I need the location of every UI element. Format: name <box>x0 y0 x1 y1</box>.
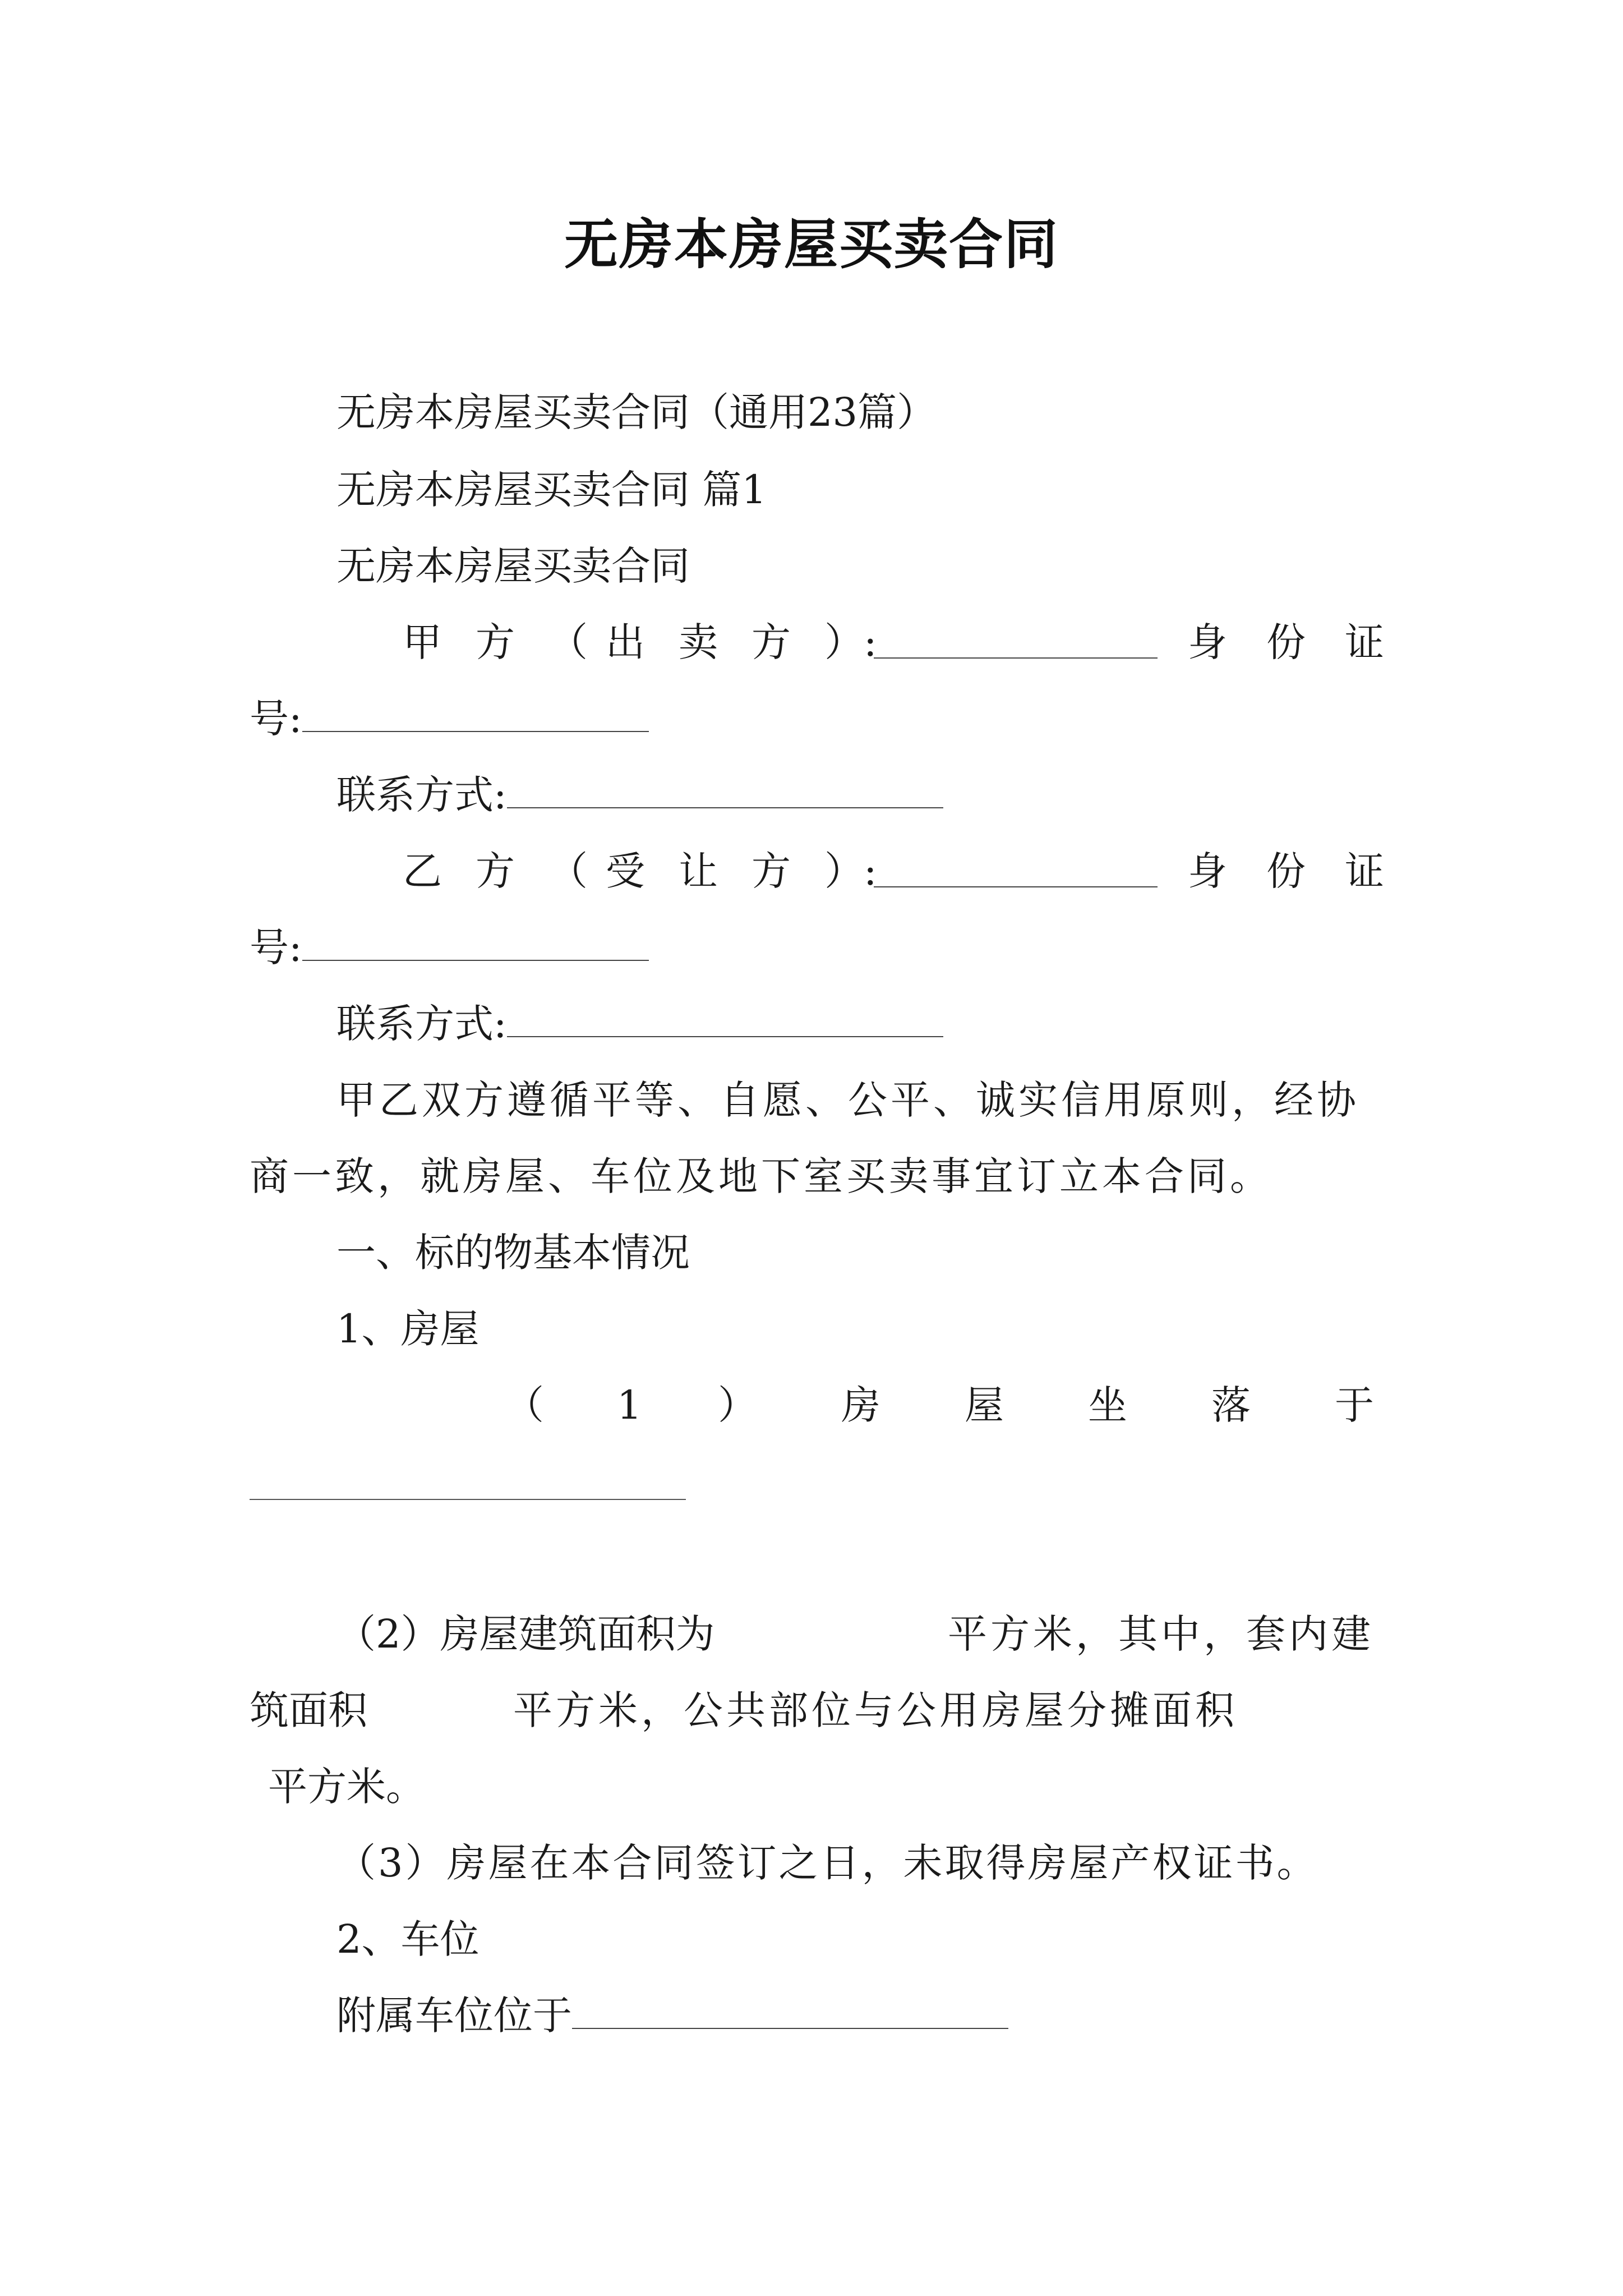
party-a-char: （ <box>548 619 588 665</box>
clause-1-char: 房 <box>841 1382 880 1428</box>
contact-label: 联系方式: <box>336 1001 507 1047</box>
clause-1-char: ） <box>718 1382 757 1428</box>
section-heading: 无房本房屋买卖合同 篇1 <box>336 467 767 513</box>
clause-1-char: （ <box>505 1382 544 1428</box>
parking-line <box>336 1990 1008 2041</box>
item-2: 2、车位 <box>336 1916 479 1962</box>
party-a-id-line <box>250 693 649 744</box>
buyer-id-blank[interactable] <box>302 927 649 961</box>
document-subtitle: 无房本房屋买卖合同（通用23篇） <box>336 389 937 435</box>
seller-name-blank[interactable] <box>874 625 1158 659</box>
party-a-contact-line <box>336 770 943 820</box>
party-a-char: 出 <box>606 619 645 665</box>
party-a-char: 卖 <box>679 619 718 665</box>
clause-1-char: 坐 <box>1088 1382 1127 1428</box>
clause-1-char: 1 <box>617 1382 642 1428</box>
party-b-char: 乙 <box>403 848 442 894</box>
id-number-label: 号: <box>250 924 302 970</box>
clause-1-char: 于 <box>1335 1382 1374 1428</box>
clause-2-text: 平方米，公共部位与公用房屋分摊面积 <box>513 1687 1238 1733</box>
id-char: 身 <box>1188 619 1227 665</box>
id-char: 份 <box>1266 848 1306 894</box>
party-b-char: 方 <box>476 848 515 894</box>
party-b-char: ）: <box>824 848 877 894</box>
clause-2-line-3: 平方米。 <box>268 1764 425 1810</box>
party-b-char: 受 <box>606 848 645 894</box>
id-char: 证 <box>1345 848 1384 894</box>
id-char: 证 <box>1345 619 1384 665</box>
party-a-char: 方 <box>476 619 515 665</box>
id-number-label: 号: <box>250 696 302 742</box>
id-char: 身 <box>1188 848 1227 894</box>
intro-line-2: 商一致，就房屋、车位及地下室买卖事宜订立本合同。 <box>250 1153 1272 1199</box>
clause-3: （3）房屋在本合同签订之日，未取得房屋产权证书。 <box>336 1840 1318 1886</box>
heading-1: 一、标的物基本情况 <box>336 1230 690 1276</box>
party-a-char: ）: <box>824 619 877 665</box>
party-b-char: 让 <box>679 848 718 894</box>
seller-contact-blank[interactable] <box>507 775 943 808</box>
document-title: 无房本房屋买卖合同 <box>564 213 1059 276</box>
seller-id-blank[interactable] <box>302 698 649 732</box>
clause-2-text: （2）房屋建筑面积为 <box>336 1611 715 1657</box>
parking-location-blank[interactable] <box>572 1995 1008 2029</box>
parking-label: 附属车位位于 <box>336 1993 572 2039</box>
intro-line-1: 甲乙双方遵循平等、自愿、公平、诚实信用原则，经协 <box>336 1077 1359 1123</box>
contract-name: 无房本房屋买卖合同 <box>336 543 690 589</box>
buyer-contact-blank[interactable] <box>507 1004 943 1037</box>
id-char: 份 <box>1266 619 1306 665</box>
party-a-char: 甲 <box>403 619 442 665</box>
clause-2-text: 平方米，其中，套内建 <box>948 1611 1374 1657</box>
clause-1-char: 落 <box>1211 1382 1251 1428</box>
contact-label: 联系方式: <box>336 772 507 818</box>
party-b-char: （ <box>548 848 588 894</box>
party-a-char: 方 <box>751 619 791 665</box>
house-location-blank[interactable] <box>250 1499 686 1500</box>
party-b-id-line <box>250 922 649 973</box>
item-1: 1、房屋 <box>336 1306 479 1352</box>
clause-2-text: 筑面积 <box>250 1687 367 1733</box>
party-b-char: 方 <box>751 848 791 894</box>
clause-1-char: 屋 <box>965 1382 1004 1428</box>
party-b-contact-line <box>336 999 943 1049</box>
buyer-name-blank[interactable] <box>874 854 1158 887</box>
